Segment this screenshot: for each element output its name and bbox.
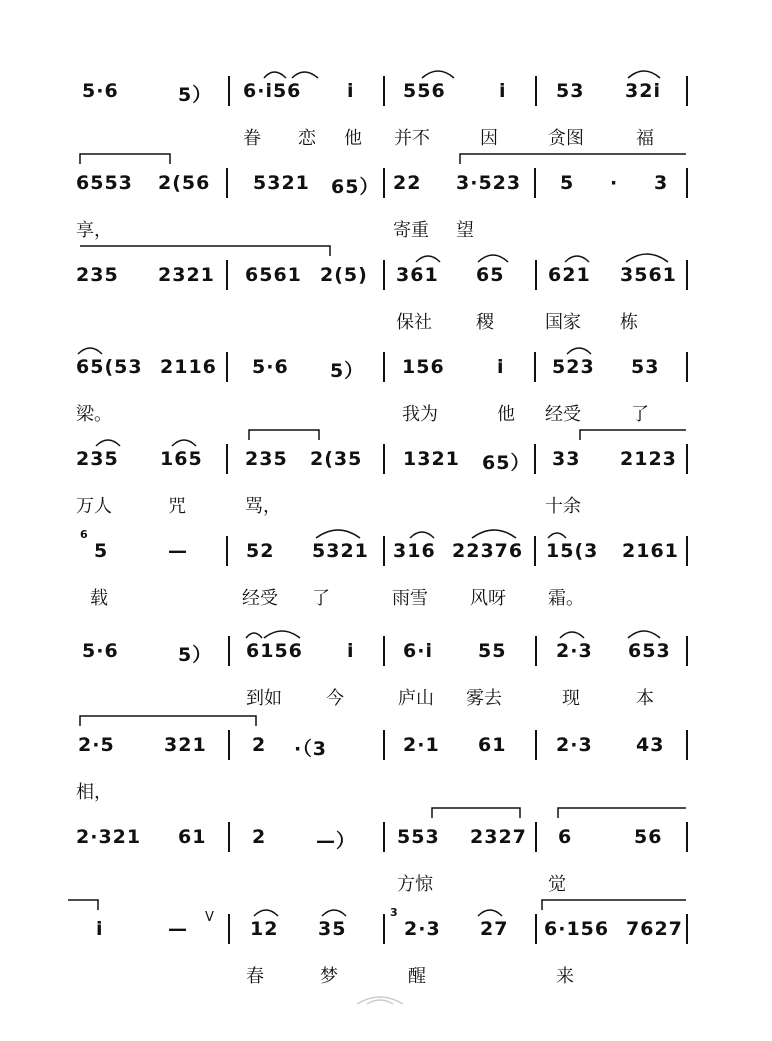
note-group: 621 [548,264,591,286]
note-group: 2·3 [404,918,441,940]
lyric: 雾去 [466,688,502,709]
note-group: — [168,918,188,940]
note-group: 6156 [246,640,303,662]
lyric: 梁。 [76,404,112,425]
note-group: 2·3 [556,640,593,662]
note-group: 43 [636,734,665,756]
staff-row-9 [0,818,772,910]
note-group: 2 [252,734,267,756]
lyric: 到如 [246,688,282,709]
bar-line [686,822,688,852]
note-group: 22376 [452,540,524,562]
note-group: 2·3 [556,734,593,756]
tie [68,898,104,912]
bar-line [535,76,537,106]
note-group: 2321 [158,264,215,286]
bar-line [228,76,230,106]
tie [540,898,688,912]
note-group: 6553 [76,172,133,194]
lyric: 享， [76,220,112,241]
note-group: 5321 [253,172,310,194]
bar-line [383,76,385,106]
note-group: 3 [654,172,669,194]
bar-line [686,352,688,382]
lyric: 稷 [476,312,494,333]
slur [320,904,350,918]
bar-line [686,444,688,474]
note-group: 56 [634,826,663,848]
bar-line [383,352,385,382]
bar-line [226,352,228,382]
note-group: 6·156 [544,918,610,940]
lyric: 咒 [168,496,186,517]
slur [170,434,200,448]
note-group: 5321 [312,540,369,562]
tie [458,152,688,166]
note-group: 5·6 [252,356,289,378]
bar-line [383,914,385,944]
staff-row-1 [0,72,772,164]
bar-line [686,76,688,106]
note-group: i [347,640,355,662]
page-ornament [355,990,405,1010]
note-group: —） [316,830,357,852]
note-group: 55 [478,640,507,662]
lyric: 恋 [298,128,316,149]
lyric: 今 [326,688,344,709]
note-group: i [499,80,507,102]
note-group: 316 [393,540,436,562]
lyric: 载 [90,588,108,609]
slur [476,904,506,918]
bar-line [686,914,688,944]
lyric: 寄重 [393,220,429,241]
staff-row-10 [0,906,772,1002]
bar-line [534,444,536,474]
tie [247,428,323,442]
bar-line [535,636,537,666]
slur [563,250,593,264]
bar-line [228,730,230,760]
lyric: 贪图 [548,128,584,149]
bar-line [534,352,536,382]
note-group: 7627 [626,918,683,940]
slur [252,904,282,918]
note-group: i [96,918,104,940]
note-group: 235 [245,448,288,470]
lyric: 霜。 [548,588,584,609]
note-group: 3·523 [456,172,522,194]
lyric: 醒 [408,966,426,987]
note-group: 35 [318,918,347,940]
breath-mark: V [205,910,214,925]
slur [76,342,106,356]
note-group: 61 [478,734,507,756]
note-group: 1321 [403,448,460,470]
note-group: i [497,356,505,378]
lyric: 福 [636,128,654,149]
lyric: 国家 [545,312,581,333]
grace-note: 3 [390,906,398,919]
bar-line [383,444,385,474]
note-group: 52 [246,540,275,562]
bar-line [535,914,537,944]
note-group: 2161 [622,540,679,562]
note-group: 2(5) [320,264,368,286]
lyric: 十余 [545,496,581,517]
note-group: 553 [397,826,440,848]
bar-line [534,536,536,566]
lyric: 庐山 [398,688,434,709]
lyric: 眷 [243,128,261,149]
bar-line [226,536,228,566]
bar-line [535,260,537,290]
bar-line [686,636,688,666]
slur [626,66,666,80]
note-group: 165 [160,448,203,470]
note-group: 65(53 [76,356,143,378]
note-group: 2(56 [158,172,211,194]
slur [408,526,438,540]
note-group: 5 [94,540,109,562]
bar-line [226,168,228,198]
bar-line [383,536,385,566]
lyric: 经受 [545,404,581,425]
note-group: 6·i [403,640,433,662]
bar-line [383,730,385,760]
note-group: 53 [631,356,660,378]
slur [414,250,444,264]
tie [578,428,688,442]
note-group: 235 [76,448,119,470]
note-group: 6·i56 [243,80,302,102]
lyric: 保社 [396,312,432,333]
lyric: 骂， [245,496,281,517]
staff-row-2 [0,164,772,256]
lyric: 因 [480,128,498,149]
staff-row-5 [0,440,772,532]
note-group: 2123 [620,448,677,470]
lyric: 经受 [242,588,278,609]
note-group: 65） [482,452,531,474]
slur [94,434,124,448]
tie [556,806,688,820]
lyric: 觉 [548,874,566,895]
note-group: 2 [252,826,267,848]
bar-line [535,822,537,852]
note-group: 2·321 [76,826,142,848]
bar-line [228,914,230,944]
tie [430,806,524,820]
lyric: 并不 [394,128,430,149]
tie [78,714,262,728]
slur [565,342,595,356]
note-group: 321 [164,734,207,756]
note-group: 523 [552,356,595,378]
staff-row-3 [0,256,772,348]
lyric: 望 [456,220,474,241]
bar-line [686,536,688,566]
note-group: 5） [178,84,213,106]
note-group: — [168,540,188,562]
lyric: 了 [312,588,330,609]
bar-line [383,260,385,290]
note-group: 53 [556,80,585,102]
lyric: 来 [556,966,574,987]
note-group: 2·1 [403,734,440,756]
lyric: 风呀 [470,588,506,609]
note-group: 22 [393,172,422,194]
note-group: 61 [178,826,207,848]
note-group: 3561 [620,264,677,286]
bar-line [534,168,536,198]
note-group: 65 [476,264,505,286]
staff-row-4 [0,348,772,440]
slur [262,66,322,80]
note-group: 32i [625,80,661,102]
note-group: 5·6 [82,640,119,662]
lyric: 雨雪 [392,588,428,609]
note-group: 5 [560,172,575,194]
slur [476,250,512,264]
lyric: 梦 [320,966,338,987]
lyric: 春 [246,966,264,987]
note-group: 5） [178,644,213,666]
bar-line [226,444,228,474]
bar-line [686,168,688,198]
note-group: 6561 [245,264,302,286]
bar-line [383,822,385,852]
bar-line [383,168,385,198]
note-group: 2(35 [310,448,363,470]
slur [262,626,304,640]
bar-line [228,822,230,852]
note-group: 15(3 [546,540,599,562]
slur [624,250,672,264]
tie [78,244,334,258]
bar-line [686,260,688,290]
staff-row-6 [0,528,772,624]
note-group: 5·6 [82,80,119,102]
slur [420,66,460,80]
lyric: 了 [631,404,649,425]
note-group: 2·5 [78,734,115,756]
note-group: 5） [330,360,365,382]
slur [626,626,666,640]
note-group: 12 [250,918,279,940]
lyric: 现 [562,688,580,709]
note-group: · [610,172,619,194]
note-group: 156 [402,356,445,378]
note-group: 653 [628,640,671,662]
note-group: 27 [480,918,509,940]
note-group: 556 [403,80,446,102]
note-group: 33 [552,448,581,470]
staff-row-7 [0,632,772,724]
slur [558,626,588,640]
lyric: 他 [344,128,362,149]
note-group: 2116 [160,356,217,378]
bar-line [226,260,228,290]
note-group: 235 [76,264,119,286]
bar-line [228,636,230,666]
grace-note: 6 [80,528,88,541]
bar-line [686,730,688,760]
lyric: 我为 [402,404,438,425]
lyric: 方惊 [397,874,433,895]
lyric: 栋 [620,312,638,333]
slur [546,526,570,540]
lyric: 万人 [76,496,112,517]
staff-row-8 [0,726,772,818]
lyric: 相， [76,782,112,803]
note-group: 65） [331,176,380,198]
note-group: 361 [396,264,439,286]
slur [314,526,364,540]
bar-line [535,730,537,760]
note-group: 2327 [470,826,527,848]
bar-line [383,636,385,666]
lyric: 他 [497,404,515,425]
tie [78,152,174,166]
note-group: ·（3 [294,738,327,760]
note-group: 6 [558,826,573,848]
lyric: 本 [636,688,654,709]
slur [470,526,520,540]
note-group: i [347,80,355,102]
